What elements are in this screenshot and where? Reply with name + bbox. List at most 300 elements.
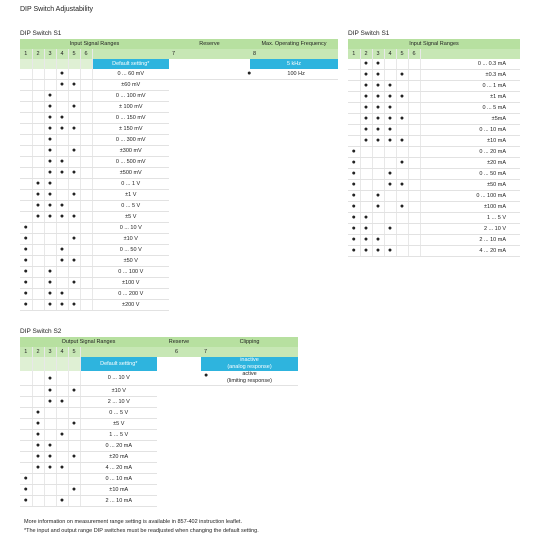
- range-label: ± 150 mV: [92, 124, 169, 135]
- switch-dot: [384, 147, 396, 158]
- range-label: ±5 V: [80, 419, 157, 430]
- range-label: 0 ... 300 mV: [92, 135, 169, 146]
- switch-dot: [396, 81, 408, 92]
- default-switch-cell: [20, 357, 32, 371]
- switch-number-spacer: [80, 347, 157, 357]
- switch-dot: ●: [68, 124, 80, 135]
- switch-dot: [68, 201, 80, 212]
- switch-dot: [408, 202, 420, 213]
- table-row: [20, 135, 338, 146]
- switch-dot: ●: [372, 246, 384, 257]
- switch-dot: [56, 278, 68, 289]
- switch-number: 2: [32, 347, 44, 357]
- switch-dot: ●: [360, 59, 372, 70]
- table-row: [20, 267, 338, 278]
- switch-dot: [32, 124, 44, 135]
- switch-dot: [384, 202, 396, 213]
- s2-output-header: Output Signal Ranges: [20, 337, 157, 347]
- default-switch-cell: [80, 59, 92, 69]
- empty-cell: [250, 245, 338, 256]
- switch-dot: ●: [56, 157, 68, 168]
- switch-dot: ●: [68, 452, 80, 463]
- empty-cell: [169, 190, 250, 201]
- switch-dot: ●: [348, 147, 360, 158]
- table-row: [348, 59, 520, 70]
- clipping-default-line1: inactive: [240, 357, 259, 363]
- switch-number-spacer: [420, 49, 520, 59]
- switch-dot: [44, 69, 56, 80]
- table-row: [348, 125, 520, 136]
- switch-dot: ●: [56, 113, 68, 124]
- range-label: ±1 mA: [420, 92, 520, 103]
- table-row: [20, 419, 298, 430]
- switch-dot: ●: [20, 485, 32, 496]
- empty-cell: [250, 289, 338, 300]
- table-row: [348, 92, 520, 103]
- switch-dot: [408, 169, 420, 180]
- switch-dot: ●: [372, 92, 384, 103]
- range-label: 0 ... 100 V: [92, 267, 169, 278]
- switch-number: 6: [157, 347, 201, 357]
- switch-number: 1: [20, 347, 32, 357]
- switch-dot: ●: [384, 169, 396, 180]
- switch-dot: ●: [384, 81, 396, 92]
- switch-dot: [408, 103, 420, 114]
- switch-dot: [68, 463, 80, 474]
- switch-dot: [68, 135, 80, 146]
- range-label: 1 ... 5 V: [420, 213, 520, 224]
- range-label: 0 ... 10 V: [92, 223, 169, 234]
- table-row: [20, 190, 338, 201]
- switch-dot: [32, 168, 44, 179]
- switch-dot: [408, 147, 420, 158]
- switch-dot: [20, 102, 32, 113]
- switch-dot: ●: [32, 430, 44, 441]
- switch-dot: ●: [372, 125, 384, 136]
- table-row: [20, 430, 298, 441]
- range-label: 2 ... 10 mA: [420, 235, 520, 246]
- table-row: [20, 289, 338, 300]
- switch-number: 1: [348, 49, 360, 59]
- switch-dot: [68, 267, 80, 278]
- switch-dot: ●: [20, 234, 32, 245]
- reserve-default-cell: [157, 357, 201, 371]
- table-row: [20, 386, 298, 397]
- range-label: 2 ... 10 V: [80, 397, 157, 408]
- switch-dot: [56, 146, 68, 157]
- switch-dot: ●: [360, 235, 372, 246]
- switch-dot: [348, 103, 360, 114]
- switch-dot: ●: [32, 419, 44, 430]
- default-switch-cell: [68, 59, 80, 69]
- range-label: 4 ... 20 mA: [420, 246, 520, 257]
- switch-dot: [372, 180, 384, 191]
- range-label: ±100 V: [92, 278, 169, 289]
- switch-dot: [20, 168, 32, 179]
- switch-dot: [68, 474, 80, 485]
- switch-dot: ●: [44, 397, 56, 408]
- switch-dot: [80, 80, 92, 91]
- range-label: ±10 mA: [80, 485, 157, 496]
- switch-dot: [20, 91, 32, 102]
- empty-cell: [250, 135, 338, 146]
- switch-dot: [32, 245, 44, 256]
- switch-dot: [20, 441, 32, 452]
- switch-dot: [408, 235, 420, 246]
- switch-dot: ●: [44, 371, 56, 386]
- switch-dot: ●: [68, 485, 80, 496]
- switch-dot: [372, 147, 384, 158]
- switch-dot: ●: [68, 419, 80, 430]
- switch-dot: ●: [20, 496, 32, 507]
- empty-cell: [169, 157, 250, 168]
- empty-cell: [201, 441, 298, 452]
- switch-dot: [68, 113, 80, 124]
- switch-dot: ●: [44, 212, 56, 223]
- switch-dot: [408, 136, 420, 147]
- table-row: [20, 485, 298, 496]
- range-label: 0 ... 100 mV: [92, 91, 169, 102]
- switch-dot: ●: [372, 81, 384, 92]
- reserve-cell: [169, 69, 250, 80]
- switch-dot: ●: [384, 114, 396, 125]
- switch-dot: [20, 452, 32, 463]
- table-row: [20, 371, 298, 386]
- switch-dot: ●: [68, 256, 80, 267]
- table-row: [20, 463, 298, 474]
- switch-dot: [56, 408, 68, 419]
- switch-dot: [32, 113, 44, 124]
- range-label: ±10 mA: [420, 136, 520, 147]
- switch-dot: ●: [44, 386, 56, 397]
- range-label: 2 ... 10 mA: [80, 496, 157, 507]
- switch-dot: ●: [68, 146, 80, 157]
- empty-cell: [201, 408, 298, 419]
- switch-dot: ●: [348, 213, 360, 224]
- range-label: 0 ... 60 mV: [92, 69, 169, 80]
- switch-dot: [32, 223, 44, 234]
- switch-dot: ●: [44, 201, 56, 212]
- switch-dot: [408, 59, 420, 70]
- empty-cell: [169, 256, 250, 267]
- switch-dot: [396, 125, 408, 136]
- table-row: [20, 234, 338, 245]
- footnote-2: *The input and output range DIP switches must be readjusted when changing the default setting.: [24, 528, 259, 534]
- switch-dot: ●: [348, 246, 360, 257]
- switch-dot: [32, 371, 44, 386]
- range-label: 0 ... 500 mV: [92, 157, 169, 168]
- switch-dot: ●: [396, 136, 408, 147]
- switch-number: 4: [56, 347, 68, 357]
- switch-dot: [384, 235, 396, 246]
- switch-dot: ●: [20, 267, 32, 278]
- switch-dot: ●: [32, 463, 44, 474]
- switch-dot: [80, 113, 92, 124]
- range-label: 0 ... 200 V: [92, 289, 169, 300]
- switch-dot: [384, 59, 396, 70]
- empty-cell: [157, 463, 201, 474]
- range-label: ±500 mV: [92, 168, 169, 179]
- empty-cell: [169, 91, 250, 102]
- switch-dot: [360, 158, 372, 169]
- switch-dot: [80, 135, 92, 146]
- switch-dot: [80, 234, 92, 245]
- switch-dot: ●: [360, 92, 372, 103]
- switch-dot: [56, 234, 68, 245]
- switch-dot: [20, 179, 32, 190]
- empty-cell: [250, 300, 338, 311]
- switch-dot: [32, 386, 44, 397]
- switch-dot: ●: [68, 80, 80, 91]
- switch-dot: [408, 224, 420, 235]
- switch-dot: [32, 80, 44, 91]
- switch-dot: [20, 80, 32, 91]
- switch-dot: [32, 474, 44, 485]
- range-label: ±60 mV: [92, 80, 169, 91]
- range-label: ±0.3 mA: [420, 70, 520, 81]
- switch-dot: ●: [44, 278, 56, 289]
- switch-dot: ●: [32, 190, 44, 201]
- reserve-cell: [157, 371, 201, 386]
- switch-dot: [80, 157, 92, 168]
- switch-dot: [32, 91, 44, 102]
- switch-dot: [408, 125, 420, 136]
- switch-dot: [56, 419, 68, 430]
- switch-dot: [44, 419, 56, 430]
- switch-dot: ●: [56, 212, 68, 223]
- switch-number: 7: [201, 347, 298, 357]
- switch-dot: [396, 235, 408, 246]
- table-row: [20, 474, 298, 485]
- empty-cell: [169, 201, 250, 212]
- switch-number: 2: [32, 49, 44, 59]
- switch-dot: ●: [372, 202, 384, 213]
- default-switch-cell: [44, 59, 56, 69]
- switch-dot: [20, 386, 32, 397]
- switch-dot: [68, 441, 80, 452]
- empty-cell: [169, 146, 250, 157]
- switch-dot: [32, 135, 44, 146]
- default-setting-label: Default setting*: [92, 59, 169, 69]
- switch-dot: ●: [360, 136, 372, 147]
- s1-right-title: DIP Switch S1: [348, 30, 390, 37]
- empty-cell: [250, 201, 338, 212]
- clipping-active-line2: (limiting response): [227, 378, 272, 384]
- switch-number: 4: [384, 49, 396, 59]
- switch-number: 4: [56, 49, 68, 59]
- table-row: [348, 191, 520, 202]
- table-row: [20, 157, 338, 168]
- table-row: [20, 212, 338, 223]
- switch-dot: [408, 158, 420, 169]
- empty-cell: [157, 386, 201, 397]
- range-label: ±100 mA: [420, 202, 520, 213]
- range-label: 0 ... 5 V: [80, 408, 157, 419]
- switch-dot: ●: [32, 452, 44, 463]
- table-row: [348, 180, 520, 191]
- switch-dot: [56, 135, 68, 146]
- switch-dot: [32, 397, 44, 408]
- range-label: ±50 V: [92, 256, 169, 267]
- empty-cell: [169, 102, 250, 113]
- switch-dot: [56, 452, 68, 463]
- switch-dot: [396, 147, 408, 158]
- s1-freq-header: Max. Operating Frequency: [250, 39, 338, 49]
- switch-dot: ●: [348, 180, 360, 191]
- switch-dot: [80, 69, 92, 80]
- empty-cell: [157, 474, 201, 485]
- table-row: [20, 408, 298, 419]
- switch-dot: [396, 59, 408, 70]
- table-row: [348, 81, 520, 92]
- switch-dot: ●: [348, 191, 360, 202]
- switch-dot: [80, 256, 92, 267]
- empty-cell: [250, 234, 338, 245]
- switch-dot: [20, 190, 32, 201]
- switch-dot: [360, 191, 372, 202]
- table-row: [348, 70, 520, 81]
- switch-dot: [56, 441, 68, 452]
- switch-dot: [372, 224, 384, 235]
- switch-dot: [20, 408, 32, 419]
- switch-dot: ●: [32, 179, 44, 190]
- switch-dot: [20, 201, 32, 212]
- table-row: [348, 169, 520, 180]
- switch-dot: ●: [360, 81, 372, 92]
- s1-reserve-header: Reserve: [169, 39, 250, 49]
- empty-cell: [201, 452, 298, 463]
- switch-dot: [32, 256, 44, 267]
- switch-dot: [32, 278, 44, 289]
- empty-cell: [201, 474, 298, 485]
- switch-dot: [56, 474, 68, 485]
- range-label: 1 ... 5 V: [80, 430, 157, 441]
- switch-dot: [372, 213, 384, 224]
- empty-cell: [157, 441, 201, 452]
- switch-dot: ●: [348, 202, 360, 213]
- switch-dot: [348, 92, 360, 103]
- switch-dot: ●: [384, 246, 396, 257]
- switch-dot: [68, 496, 80, 507]
- range-label: ±10 V: [80, 386, 157, 397]
- switch-dot: [56, 179, 68, 190]
- s2-title: DIP Switch S2: [20, 328, 62, 335]
- switch-dot: ●: [348, 158, 360, 169]
- empty-cell: [169, 168, 250, 179]
- empty-cell: [157, 430, 201, 441]
- switch-dot: [44, 430, 56, 441]
- switch-dot: [32, 69, 44, 80]
- table-row: [20, 441, 298, 452]
- switch-dot: [56, 190, 68, 201]
- switch-dot: [56, 371, 68, 386]
- table-row: [20, 179, 338, 190]
- switch-number: 3: [372, 49, 384, 59]
- switch-dot: [348, 114, 360, 125]
- switch-dot: [20, 69, 32, 80]
- switch-dot: ●: [44, 113, 56, 124]
- table-row: [348, 114, 520, 125]
- switch-dot: [408, 246, 420, 257]
- table-row: [20, 397, 298, 408]
- switch-dot: [68, 397, 80, 408]
- switch-dot: [396, 169, 408, 180]
- switch-dot: ●: [44, 289, 56, 300]
- switch-dot: ●: [44, 463, 56, 474]
- switch-dot: ●: [56, 289, 68, 300]
- switch-dot: ●: [56, 124, 68, 135]
- empty-cell: [201, 397, 298, 408]
- empty-cell: [169, 80, 250, 91]
- switch-dot: ●: [348, 224, 360, 235]
- empty-cell: [169, 135, 250, 146]
- default-switch-cell: [56, 59, 68, 69]
- switch-dot: ●: [372, 114, 384, 125]
- table-row: [20, 168, 338, 179]
- switch-dot: [360, 180, 372, 191]
- switch-dot: ●: [384, 180, 396, 191]
- switch-dot: [68, 69, 80, 80]
- switch-dot: ●: [44, 179, 56, 190]
- table-row: [348, 136, 520, 147]
- range-label: ±20 mA: [80, 452, 157, 463]
- switch-dot: [32, 102, 44, 113]
- switch-dot: ●: [20, 256, 32, 267]
- switch-dot: ●: [56, 430, 68, 441]
- empty-cell: [250, 256, 338, 267]
- switch-dot: ●: [360, 213, 372, 224]
- default-setting-label: Default setting*: [80, 357, 157, 371]
- range-label: 2 ... 10 V: [420, 224, 520, 235]
- default-switch-cell: [32, 59, 44, 69]
- switch-dot: [80, 278, 92, 289]
- switch-dot: [20, 113, 32, 124]
- switch-dot: [396, 224, 408, 235]
- switch-dot: ●: [384, 224, 396, 235]
- switch-dot: ●: [20, 278, 32, 289]
- switch-dot: ●: [360, 114, 372, 125]
- empty-cell: [157, 452, 201, 463]
- switch-dot: [80, 267, 92, 278]
- switch-dot: ●: [44, 441, 56, 452]
- switch-dot: [20, 371, 32, 386]
- empty-cell: [157, 408, 201, 419]
- switch-dot: ●: [56, 397, 68, 408]
- empty-cell: [169, 124, 250, 135]
- empty-cell: [169, 179, 250, 190]
- switch-dot: [384, 158, 396, 169]
- table-row: [20, 102, 338, 113]
- switch-dot: [56, 91, 68, 102]
- range-label: ±10 V: [92, 234, 169, 245]
- empty-cell: [250, 179, 338, 190]
- clipping-default-line2: (analog response): [227, 364, 272, 370]
- range-label: ± 100 mV: [92, 102, 169, 113]
- switch-dot: [80, 124, 92, 135]
- switch-dot: [44, 474, 56, 485]
- empty-cell: [250, 212, 338, 223]
- clipping-active-option: [201, 371, 298, 386]
- range-label: 4 ... 20 mA: [80, 463, 157, 474]
- switch-dot: ●: [396, 158, 408, 169]
- empty-cell: [157, 496, 201, 507]
- switch-dot: [80, 223, 92, 234]
- switch-number-spacer: [92, 49, 169, 59]
- switch-dot: ●: [372, 59, 384, 70]
- switch-dot: ●: [44, 102, 56, 113]
- table-row: [348, 235, 520, 246]
- switch-dot: ●: [32, 408, 44, 419]
